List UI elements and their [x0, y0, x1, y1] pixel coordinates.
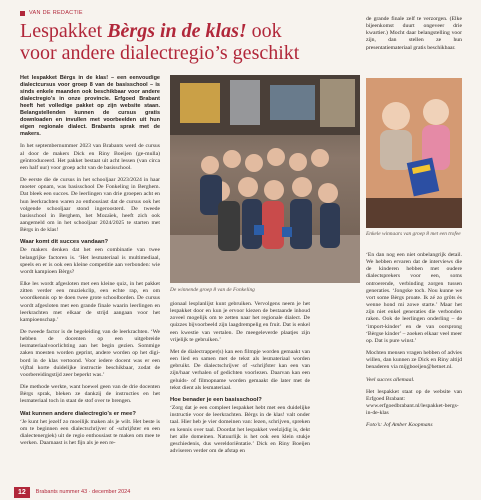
- winners-photo: [366, 78, 462, 228]
- section-marker: [20, 11, 25, 16]
- section-tag-label: VAN DE REDACTIE: [29, 10, 83, 16]
- title-part1: Lespakket: [20, 20, 108, 42]
- paragraph: Mochten mensen vragen hebben of advies willen, dan kunnen ze Dick en Riny altijd benaderen via mijgboeijen@hetnet.nl.: [366, 350, 462, 371]
- paragraph: De eerste die de cursus in het schooljaar 2023/2024 in haar moeter opnam, was basisschool De Fonkeling in Berghem. Dat bleek een succes. De leerlingen van drie groepen acht en hun leerkrachten waren zo enthousiast dat de cursus ook het volgende schooljaar stond ingeroosterd. De tweede basisschool in Berghem, het Mozaïek, heeft zich ook aangemeld om in het schooljaar 2024/2025 te starten met Bèrgs in de klas!: [20, 177, 160, 234]
- photo-credits: Foto’s: Jof Amber Koopmans: [366, 422, 433, 429]
- publication-info: Brabants nummer 43 · december 2024: [35, 489, 131, 495]
- paragraph: ‘En dan nog een niet onbelangrijk detail. We hebben ervaren dat de interviews die de kinderen hebben met oudere dialectsprekers voor een, soms ontroerende, verbinding zorgen tussen generaties. ‘Jongske toch. Nou kunne we vort some Bèrgs proate. Ik zé zo grôts ès wenne hond mi zowe starte.’ Maar het zijn niet enkel generaties die verbonden raken. Ook de leerlingen onderling – de ‘import-kinder’ en de van oorsprong ‘Bèrgse kinder’ – zoeken elkaar veel meer op. Dat is pure winst.’: [366, 252, 463, 344]
- subheading: Wat kunnen andere dialectregio’s er mee?: [20, 410, 136, 417]
- column-2: [170, 301, 310, 460]
- title-part3: ook voor andere dialectregio’s geschikt: [20, 20, 300, 64]
- paragraph: In het septembernummer 2023 van Brabants werd de cursus al door de makers Dick en Riny Boeijen (ge-mulla) geïntroduceerd. Het pakket bestaat uit acht lessen (van circa een half uur) voor groep acht van de basisschool.: [20, 143, 160, 171]
- title-part2: Bèrgs in de klas!: [107, 20, 247, 42]
- group-photo-caption: De winnende groep 8 van de Fonkeling: [170, 287, 255, 293]
- paragraph: Met de dialectrapper(s) kan een filmpje worden gemaakt van een lied en samen met de tekst als lesmateriaal worden gebruikt. De dialectschrijver of -schrijfster kan een van zijn/haar verhalen of gedichten voorlezen. Daarvan kan een geluids- of filmopname worden gemaakt die later met de tekst dient als lesmateriaal.: [170, 348, 310, 391]
- paragraph: Veel succes allemaal.: [366, 376, 415, 383]
- column-3: [366, 252, 462, 434]
- paragraph: De makers denken dat het een combinatie van twee belangrijke factoren is. ‘Het lesmateriaal is multimediaal, speels en er is ook een kleine competitie aan verbonden: wie wordt kampioen Bèrgs?: [20, 247, 160, 275]
- page-footer: [0, 484, 481, 500]
- paragraph: ‘Je kunt het jezelf zo moeilijk maken als je wilt. Het beste is om te beginnen een dialectschrijver of -schrijfster en een dialectenergiek) uit de regio enthousiast te maken om mee te werken. Daarnaast is het fijn als je een re-: [20, 418, 160, 447]
- article-lead: Het lespakket Bèrgs in de klas! – een eenvoudige dialectcursus voor groep 8 van de basisschool – is sinds enkele maanden ook beschikbaar voor andere dialectregio’s in onze provincie. Erfgoed Brabant heeft het volledige pakket op zijn website staan. Belangstellenden kunnen de cursus gratis downloaden en invullen met voorbeelden uit hun eigen regionale dialect. Brabants sprak met de makers.: [20, 75, 160, 138]
- website-link[interactable]: www.erfgoedbrabant.nl/lespakket-bergs-in-de-klas: [366, 402, 459, 417]
- subheading: Hoe benader je een basisschool?: [170, 396, 262, 403]
- paragraph: Elke les wordt afgesloten met een kleine quiz, in het pakket zitten verder een muziekclip, een echte rap, en om woordkennis op te doen twee grote schoolborden. De cursus wordt afgesloten met een grande finale waarin leerlingen en leerkrachten met elkaar de strijd aangaan voor het kampioenschap.’: [20, 281, 160, 323]
- column-1: [20, 75, 160, 452]
- website-intro: Het lespakket staat op de website van Erfgoed Brabant:: [366, 388, 462, 402]
- paragraph: Die methode werkte, want hoewel geen van de drie docenten Bèrgs sprak, bleken ze dankzij de instructies en het lesmateriaal toch in staat de stof over te brengen.: [20, 384, 160, 405]
- paragraph: De tweede factor is de begeleiding van de leerkrachten. ‘We hebben de docenten op een uitgebreide lesmateriaalvoorlichting aan het begin gezien. Sommige zaken moesten worden geprint, andere worden op het digi-bord in de klas vertoond. Voor iedere docent was er een vijftal korte duidelijke instructie beschikbaar, zodat de voorbereidingstijd zeer beperkt was.’: [20, 329, 160, 378]
- section-tag: [20, 10, 83, 16]
- paragraph: ‘Zorg dat je een compleet lespakket hebt met een duidelijke instructie voor de leerkrachten. Bèrgs in de klas! valt onder taal. Hier heb je vier domeinen van: lezen, schrijven, spreken en kennis over taal. Doordat het lespakket veelzijdig is, dekt het alle domeinen. Natuurlijk is het ook een klein stukje geschiedenis, dus wereldoriëntatie.’ Dick en Riny Boeijen adviseren verder om de afstap en: [170, 405, 310, 454]
- article-title: [20, 20, 320, 64]
- winners-photo-caption: Enkele winnaars van groep 8 met een trofee: [366, 231, 461, 237]
- paragraph: [366, 389, 462, 403]
- group-photo-icon: [170, 75, 360, 283]
- subheading: Waar komt dit succes vandaan?: [20, 239, 109, 246]
- group-photo: [170, 75, 360, 283]
- page-number: 12: [14, 487, 30, 498]
- paragraph: gionaal lesplanlijst kunt gebruiken. Vervolgens neem je het lespakket door en kun je ervoor kiezen de bestaande inhoud zoveel mogelijk om te zetten naar het regionale dialect. De quizzes bijvoorbeeld zijn laagdrempelig en fruit. Dat is enkel een kwestie van vertalen. De meegeleverde plaatjes zijn vrijelijk te gebruiken.’: [170, 301, 310, 343]
- column-3-top: de grande finale zelf te verzorgen. (Elke bijeenkomst duurt ongeveer drie kwartier.) Mocht daar belangstelling voor zijn, dan stellen ze hun presentatiemateriaal gratis beschikbaar.: [366, 16, 462, 51]
- winners-photo-icon: [366, 78, 462, 228]
